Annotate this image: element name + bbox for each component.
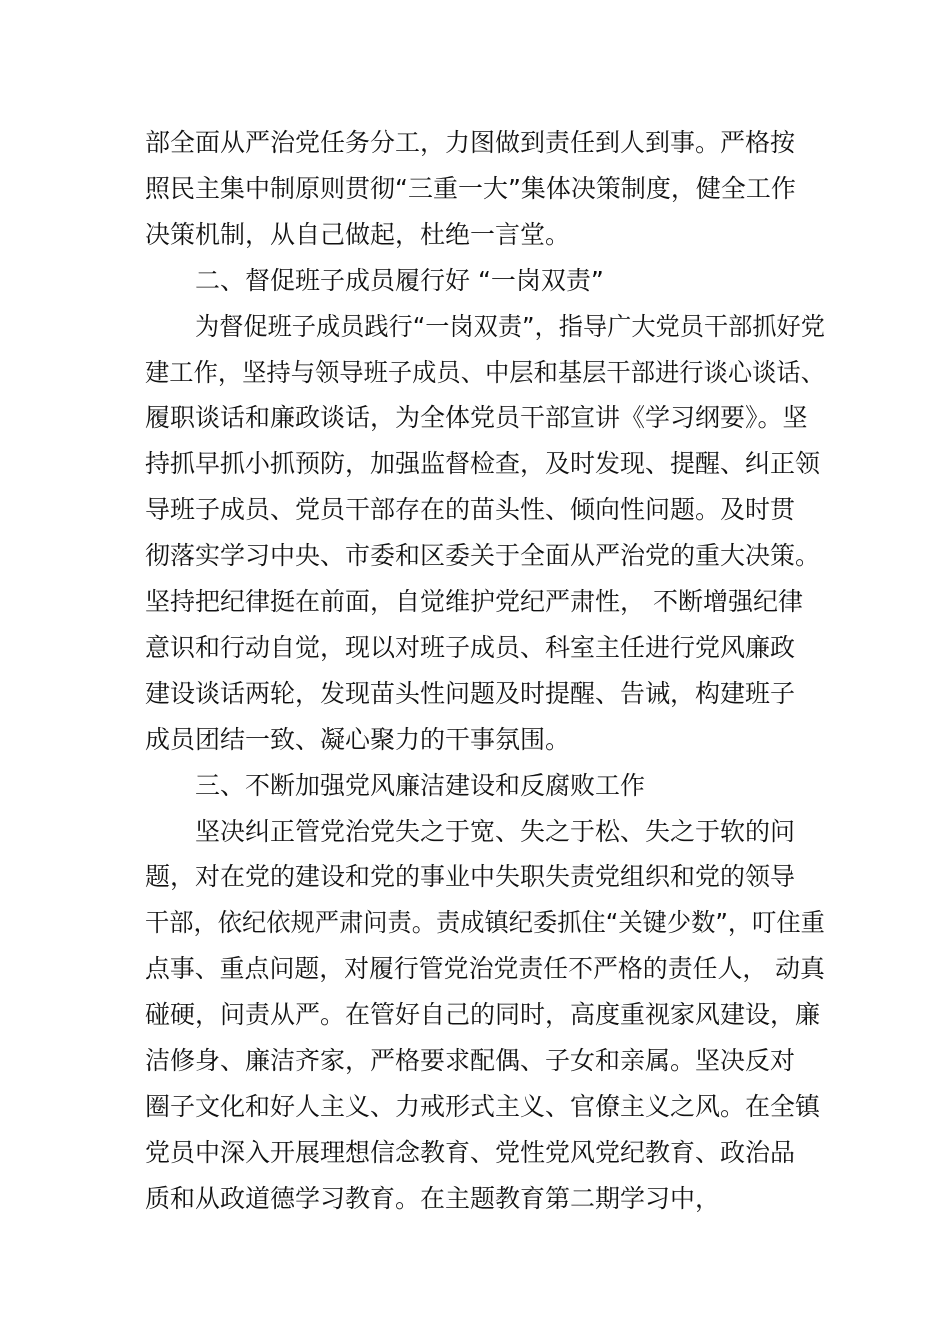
paragraph-line: 持抓早抓小抓预防，加强监督检查，及时发现、提醒、纠正领 xyxy=(145,449,821,479)
paragraph-line: 题，对在党的建设和党的事业中失职失责党组织和党的领导 xyxy=(145,862,796,892)
paragraph-line: 洁修身、廉洁齐家，严格要求配偶、子女和亲属。坚决反对 xyxy=(145,1046,796,1075)
paragraph-line: 建设谈话两轮，发现苗头性问题及时提醒、告诫，构建班子 xyxy=(145,678,796,708)
paragraph-line: 导班子成员、党员干部存在的苗头性、倾向性问题。及时贯 xyxy=(145,495,796,525)
paragraph-line: 圈子文化和好人主义、力戒形式主义、官僚主义之风。在全镇 xyxy=(145,1091,821,1121)
paragraph-line: 碰硬，问责从严。在管好自己的同时，高度重视家风建设，廉 xyxy=(145,1000,821,1030)
paragraph-line: 党员中深入开展理想信念教育、党性党风党纪教育、政治品 xyxy=(145,1137,796,1167)
paragraph-line: 履职谈话和廉政谈话，为全体党员干部宣讲《学习纲要》。坚 xyxy=(145,403,808,433)
paragraph-line: 坚持把纪律挺在前面，自觉维护党纪严肃性， 不断增强纪律 xyxy=(145,587,803,616)
paragraph-line: 为督促班子成员践行“一岗双责”，指导广大党员干部抓好党 xyxy=(195,311,825,341)
paragraph-line: 部全面从严治党任务分工，力图做到责任到人到事。严格按 xyxy=(145,128,796,157)
paragraph-line: 坚决纠正管党治党失之于宽、失之于松、失之于软的问 xyxy=(195,816,796,846)
section-heading: 三、不断加强党风廉洁建设和反腐败工作 xyxy=(195,770,646,800)
paragraph-line: 成员团结一致、凝心聚力的干事氛围。 xyxy=(145,724,571,754)
paragraph-line: 照民主集中制原则贯彻“三重一大”集体决策制度，健全工作 xyxy=(145,173,796,203)
paragraph-line: 质和从政道德学习教育。在主题教育第二期学习中， xyxy=(145,1183,721,1213)
paragraph-line: 彻落实学习中央、市委和区委关于全面从严治党的重大决策。 xyxy=(145,541,821,571)
paragraph-line: 点事、重点问题，对履行管党治党责任不严格的责任人， 动真 xyxy=(145,954,825,984)
paragraph-line: 建工作，坚持与领导班子成员、中层和基层干部进行谈心谈话、 xyxy=(145,357,826,387)
section-heading: 二、督促班子成员履行好 “一岗双责” xyxy=(195,265,604,295)
paragraph-line: 干部，依纪依规严肃问责。责成镇纪委抓住“关键少数”，叮住重 xyxy=(145,908,825,938)
paragraph-line: 决策机制，从自己做起，杜绝一言堂。 xyxy=(145,219,571,249)
paragraph-line: 意识和行动自觉，现以对班子成员、科室主任进行党风廉政 xyxy=(145,632,796,662)
